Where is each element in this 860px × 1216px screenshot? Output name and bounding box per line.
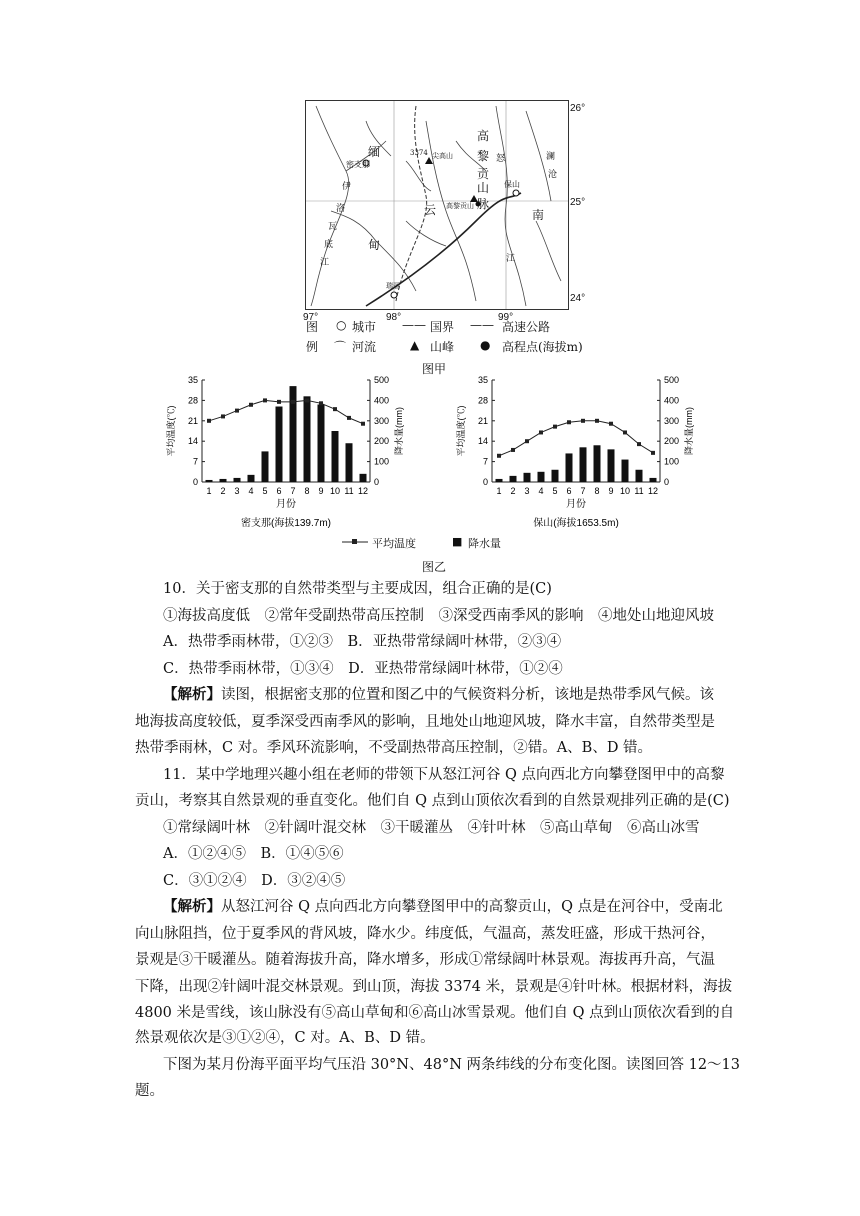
- a10-text1: 读图，根据密支那的位置和图乙中的气候资料分析，该地是热带季风气候。该: [221, 687, 714, 703]
- map-legend-row1: [306, 318, 606, 336]
- right-tick-label: 200: [664, 436, 680, 447]
- map-label-dian: 甸: [368, 238, 381, 252]
- x-tick-label: 12: [357, 486, 369, 496]
- precip-bar: [304, 396, 311, 482]
- legend-elevation: 高程点(海拔m): [502, 340, 583, 354]
- precip-bar: [594, 445, 601, 482]
- precip-bar: [580, 447, 587, 482]
- x-tick-label: 8: [304, 486, 310, 496]
- x-tick-label: 6: [566, 486, 572, 496]
- precip-bar: [510, 476, 517, 482]
- temp-point: [553, 425, 557, 429]
- temp-point: [623, 430, 627, 434]
- precip-bar: [552, 470, 559, 482]
- x-tick-label: 1: [206, 486, 212, 496]
- map-label-cang: 沧: [548, 170, 558, 180]
- y-right-label: 降水量(mm): [394, 407, 404, 455]
- x-tick-label: 3: [234, 486, 240, 496]
- legend-city: 城市: [352, 320, 377, 334]
- left-tick-label: 35: [187, 375, 198, 385]
- left-tick-label: 7: [482, 456, 488, 467]
- precip-bar: [248, 475, 255, 482]
- precip-bar: [524, 473, 531, 482]
- x-tick-label: 5: [262, 486, 268, 496]
- legend-temp: 平均温度: [372, 537, 416, 550]
- temp-line: [499, 421, 653, 456]
- precip-bar: [360, 474, 367, 482]
- map-label-3374: 3374: [410, 149, 428, 157]
- precip-bar: [608, 449, 615, 482]
- precip-bar: [318, 404, 325, 482]
- precip-bar: [332, 431, 339, 482]
- legend-river: 河流: [352, 340, 377, 354]
- climate-chart-baoshan: [450, 372, 705, 532]
- x-tick-label: 6: [276, 486, 282, 496]
- precip-bar: [206, 480, 213, 482]
- precip-bar: [538, 472, 545, 482]
- peak-icon: ▲: [410, 338, 420, 352]
- x-tick-label: 11: [344, 486, 354, 496]
- precip-bar: [622, 460, 629, 482]
- precip-bar: [566, 453, 573, 482]
- left-tick-label: 21: [187, 415, 198, 426]
- a10-line1: [135, 682, 714, 709]
- legend-border: 国界: [430, 320, 455, 334]
- precip-bar: [220, 479, 227, 482]
- map-label-wa: 瓦: [328, 222, 338, 232]
- q11-choice-ab: A．①②④⑤ B．①④⑤⑥: [163, 846, 344, 862]
- map-caption: 图甲: [422, 362, 447, 376]
- left-tick-label: 35: [477, 375, 488, 385]
- question-text-2: [135, 1025, 741, 1105]
- q11-choice-cd: C．③①②④ D．③②④⑤: [163, 872, 346, 889]
- a11-line4: 下降，出现②针阔叶混交林景观。到山顶，海拔 3374 米，景观是④针叶林。根据材料，海拔: [135, 978, 733, 995]
- right-tick-label: 300: [374, 415, 390, 426]
- precip-legend-icon: ■: [452, 535, 463, 548]
- temp-point: [361, 422, 365, 426]
- q10-options: ①海拔高度低 ②常年受副热带高压控制 ③深受西南季风的影响 ④地处山地迎风坡: [163, 607, 714, 624]
- legend-label-tu: 图: [306, 320, 319, 334]
- x-axis-label: 月份: [276, 499, 296, 510]
- right-tick-label: 0: [374, 477, 380, 487]
- right-tick-label: 100: [374, 456, 390, 467]
- x-tick-label: 9: [318, 486, 324, 496]
- map-label-baoshan: 保山: [504, 180, 520, 189]
- a11-line6: 然景观依次是③①②④，C 对。A、B、D 错。: [135, 1030, 435, 1046]
- intro-line1: 下图为某月份海平面平均气压沿 30°N、48°N 两条纬线的分布变化图。读图回答 12～13: [163, 1056, 741, 1073]
- right-tick-label: 500: [664, 375, 680, 385]
- topographic-map: [305, 100, 569, 310]
- temp-point: [567, 420, 571, 424]
- precip-bar: [346, 443, 353, 482]
- map-label-li: 黎: [477, 149, 490, 163]
- left-tick-label: 21: [477, 415, 488, 426]
- x-tick-label: 10: [329, 486, 341, 496]
- map-drawing: [306, 101, 568, 309]
- right-tick-label: 400: [374, 395, 390, 406]
- x-tick-label: 7: [580, 486, 586, 496]
- map-label-jiang2: 江: [320, 258, 330, 268]
- chart-title: 保山(海拔1653.5m): [533, 518, 619, 529]
- right-tick-label: 0: [664, 477, 670, 487]
- q11-stem2: 贡山，考察其自然景观的垂直变化。他们自 Q 点到山顶依次看到的自然景观排列正确的是(C): [135, 793, 730, 809]
- x-tick-label: 8: [594, 486, 600, 496]
- temp-point: [595, 419, 599, 423]
- x-tick-label: 10: [619, 486, 631, 496]
- map-label-nan: 南: [532, 208, 545, 222]
- temp-point: [305, 398, 309, 402]
- lat-24: 24°: [570, 293, 586, 304]
- temp-line: [209, 400, 363, 423]
- temp-point: [221, 414, 225, 418]
- temp-legend-icon: [342, 537, 368, 547]
- temp-point: [207, 419, 211, 423]
- legend-label-li: 例: [306, 340, 319, 354]
- river-icon: ⌒: [334, 340, 347, 354]
- q10-choice-ab: A．热带季雨林带，①②③ B．亚热带常绿阔叶林带，②③④: [163, 634, 562, 650]
- map-label-jiang: 江: [506, 254, 516, 264]
- x-tick-label: 4: [538, 486, 544, 496]
- analysis-label: 【解析】: [163, 898, 221, 915]
- a11-text1: 从怒江河谷 Q 点向西北方向攀登图甲中的高黎贡山，Q 点是在河谷中，受南北: [221, 899, 723, 915]
- map-label-gao: 高: [477, 129, 490, 143]
- legend-peak: 山峰: [430, 340, 455, 354]
- right-tick-label: 300: [664, 415, 680, 426]
- temp-point: [277, 400, 281, 404]
- a11-line2: 向山脉阻挡，位于夏季风的背风坡，降水少。纬度低，气温高，蒸发旺盛，形成干热河谷，: [135, 925, 715, 942]
- map-label-mai: 脉: [477, 197, 490, 211]
- temp-point: [263, 398, 267, 402]
- precip-bar: [496, 479, 503, 482]
- temp-point: [235, 409, 239, 413]
- lon-98: 98°: [386, 312, 402, 323]
- left-tick-label: 28: [477, 395, 488, 406]
- x-tick-label: 12: [647, 486, 659, 496]
- q11-stem1: 11．某中学地理兴趣小组在老师的带领下从怒江河谷 Q 点向西北方向攀登图甲中的高黎: [163, 766, 725, 783]
- right-tick-label: 500: [374, 375, 390, 385]
- map-label-mian: 缅: [368, 145, 381, 159]
- map-legend-row2: [306, 338, 606, 356]
- a11-line5: 4800 米是雪线，该山脉没有⑤高山草甸和⑥高山冰雪景观。他们自 Q 点到山顶依次看到的自: [135, 1005, 735, 1021]
- map-label-gong: 贡: [477, 167, 490, 181]
- right-tick-label: 100: [664, 456, 680, 467]
- temp-point: [347, 416, 351, 420]
- precip-bar: [262, 451, 269, 482]
- x-tick-label: 11: [634, 486, 644, 496]
- lat-26: 26°: [570, 103, 586, 114]
- left-tick-label: 14: [477, 436, 488, 447]
- map-label-luo: 洛: [336, 204, 346, 214]
- a11-line1: [135, 894, 723, 921]
- lon-97: 97°: [303, 312, 319, 323]
- map-label-shan: 山: [477, 181, 490, 195]
- map-label-lan: 澜: [546, 152, 556, 162]
- temp-point: [609, 422, 613, 426]
- map-label-yi: 伊: [342, 182, 352, 192]
- temp-point: [511, 448, 515, 452]
- temp-point: [291, 400, 295, 404]
- precip-bar: [650, 478, 657, 482]
- map-label-nu: 怒: [496, 154, 506, 164]
- climate-chart-myitkyina: [160, 372, 415, 532]
- y-right-label: 降水量(mm): [684, 407, 694, 455]
- a10-line2: 地海拔高度较低，夏季深受西南季风的影响，且地处山地迎风坡，降水丰富，自然带类型是: [135, 713, 715, 730]
- y-left-label: 平均温度(℃): [166, 405, 176, 457]
- q10-stem: 10．关于密支那的自然带类型与主要成因，组合正确的是(C): [163, 581, 552, 597]
- temp-point: [651, 451, 655, 455]
- left-tick-label: 28: [187, 395, 198, 406]
- left-tick-label: 14: [187, 436, 198, 447]
- city-icon: ○: [336, 318, 347, 332]
- legend-precip: 降水量: [468, 537, 501, 550]
- charts-caption: 图乙: [422, 560, 447, 574]
- precip-bar: [234, 478, 241, 482]
- x-tick-label: 7: [290, 486, 296, 496]
- left-tick-label: 0: [482, 477, 488, 487]
- left-tick-label: 0: [192, 477, 198, 487]
- question-text: [135, 576, 735, 1036]
- map-label-myitkyina: 密支那: [346, 160, 370, 169]
- x-tick-label: 2: [510, 486, 516, 496]
- border-icon: ——: [402, 318, 426, 332]
- map-label-ruili: 瑞丽: [386, 282, 400, 290]
- temp-point: [525, 439, 529, 443]
- chart-legend: [342, 535, 542, 551]
- a10-line3: 热带季雨林，C 对。季风环流影响，不受副热带高压控制，②错。A、B、D 错。: [135, 740, 653, 756]
- intro-line2: 题。: [135, 1083, 164, 1099]
- precip-bar: [636, 470, 643, 482]
- lat-25: 25°: [570, 197, 586, 208]
- temp-point: [539, 430, 543, 434]
- temp-point: [581, 419, 585, 423]
- temp-point: [319, 401, 323, 405]
- x-tick-label: 9: [608, 486, 614, 496]
- precip-bar: [276, 407, 283, 482]
- temp-point: [333, 407, 337, 411]
- right-tick-label: 400: [664, 395, 680, 406]
- map-label-di: 底: [324, 240, 334, 250]
- map-label-yun: 云: [424, 203, 437, 217]
- a11-line3: 景观是③干暖灌丛。随着海拔升高，降水增多，形成①常绿阔叶林景观。海拔再升高，气温: [135, 952, 715, 968]
- q10-choice-cd: C．热带季雨林带，①③④ D．亚热带常绿阔叶林带，①②④: [163, 660, 563, 677]
- x-tick-label: 5: [552, 486, 558, 496]
- q11-options: ①常绿阔叶林 ②针阔叶混交林 ③干暖灌丛 ④针叶林 ⑤高山草甸 ⑥高山冰雪: [163, 819, 700, 836]
- temp-point: [637, 442, 641, 446]
- x-tick-label: 3: [524, 486, 530, 496]
- x-tick-label: 2: [220, 486, 226, 496]
- highway-icon: ——: [470, 318, 494, 332]
- x-tick-label: 1: [496, 486, 502, 496]
- x-axis-label: 月份: [566, 499, 586, 510]
- elevation-point-icon: ●: [480, 338, 491, 352]
- right-tick-label: 200: [374, 436, 390, 447]
- lon-99: 99°: [498, 312, 514, 323]
- chart-title: 密支那(海拔139.7m): [240, 518, 332, 529]
- legend-highway: 高速公路: [502, 320, 551, 334]
- x-tick-label: 4: [248, 486, 254, 496]
- analysis-label: 【解析】: [163, 686, 221, 703]
- temp-point: [497, 454, 501, 458]
- left-tick-label: 7: [192, 456, 198, 467]
- temp-point: [249, 403, 253, 407]
- map-label-jiangaoshan: 尖高山: [432, 152, 453, 160]
- y-left-label: 平均温度(℃): [456, 405, 466, 457]
- map-label-gaoligongshan: 高黎贡山: [446, 202, 474, 210]
